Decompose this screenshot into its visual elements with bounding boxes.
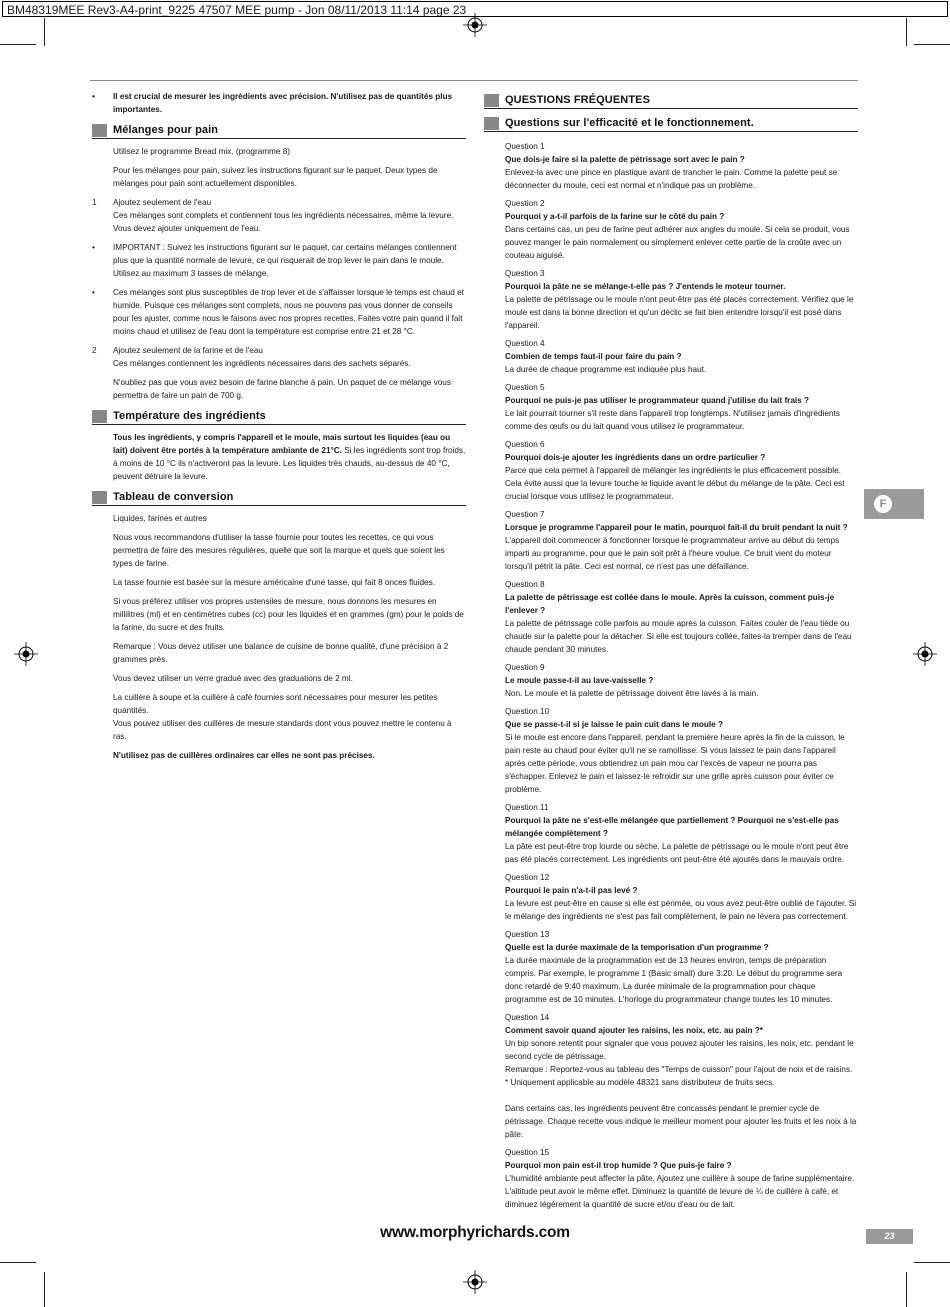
answer-text: La levure est peut-être en cause si elle est périmée, ou vous avez peut-être oublié de l'ajouter. Si le mélange des ingrédients ne s'est pas fait complètement, le pain ne lèvera pas correctement. — [505, 899, 857, 921]
question-text: Pourquoi la pâte ne se mélange-t-elle pas ? J'entends le moteur tourner. — [505, 282, 786, 291]
question-text: Pourquoi ne puis-je pas utiliser le programmateur quand j'utilise du lait frais ? — [505, 396, 810, 405]
question-number: Question 11 — [505, 803, 549, 812]
answer-text: La durée de chaque programme est indiquée plus haut. — [505, 365, 707, 374]
faq-item — [505, 381, 858, 433]
faq-item — [505, 578, 858, 656]
list-marker: 1 — [92, 198, 97, 207]
question-text: Lorsque je programme l'appareil pour le matin, pourquoi fait-il du bruit pendant la nuit ? — [505, 523, 848, 532]
list-item-text: Ces mélanges sont plus susceptibles de trop lever et de s'affaisser lorsque le temps est chaud et humide. Puisque ces mélanges sont complets, nous ne pouvons pas vous donner de conseils pour les ajuster, comme nous le faisons avec nos propres recettes. Faites votre pain quand il fait moins chaud et utilisez de l'eau dont la température est comprise entre 21 et 28 °C. — [113, 288, 464, 336]
heading-square-icon — [484, 117, 499, 130]
answer-text: La pâte est peut-être trop lourde ou sèche. La palette de pétrissage ou le moule n'ont peut être pas été placés correctement. Les ingrédients ont peut-être été ajoutés dans le mauvais ordre. — [505, 842, 849, 864]
question-number: Question 6 — [505, 440, 545, 449]
paragraph: Nous vous recommandons d'utiliser la tasse fournie pour toutes les recettes, ce qui vous permettra de faire des mesures régulières, quelle que soit la marque et quels que soient les types de farine. — [113, 533, 445, 568]
answer-text: Le lait pourrait tourner s'il reste dans l'appareil trop longtemps. N'utilisez jamais d'ingrédients comme des œufs ou du lait quand vous utilisez le programmateur. — [505, 409, 840, 431]
page-number: 23 — [866, 1229, 913, 1244]
heading-square-icon — [484, 94, 499, 107]
list-marker: • — [92, 288, 95, 297]
faq-item — [505, 705, 858, 796]
paragraph: Remarque : Vous devez utiliser une balance de cuisine de bonne qualité, d'une précision à 2 grammes près. — [113, 642, 449, 664]
question-number: Question 5 — [505, 383, 545, 392]
question-number: Question 1 — [505, 142, 545, 151]
heading-square-icon — [92, 124, 107, 137]
question-text: Que dois-je faire si la palette de pétrissage sort avec le pain ? — [505, 155, 745, 164]
paragraph: Vous devez utiliser un verre gradué avec des graduations de 2 ml. — [113, 674, 353, 683]
answer-text: Si le moule est encore dans l'appareil, pendant la première heure après la fin de la cuisson, le pain reste au chaud pour éviter qu'il ne se ramollisse. Si vous laissez le pain dans l'appareil après cette période, vous obtiendrez un pain mou car l'excès de vapeur ne pourra pas s'échapper. Enlevez le pain et laissez-le refroidir sur une grille après cuisson pour éviter ce problème. — [505, 733, 845, 794]
text: Si les ingrédients sont trop froids, à moins de 10 °C ils n'activeront pas la levure. Les liquides très chauds, au-dessus de 40 °C, peuvent détruire la levure. — [113, 446, 466, 481]
answer-text: La palette de pétrissage ou le moule n'ont peut-être pas été placés correctement. Vérifiez que le moule est dans la bonne direction et qu'un déclic se fait bien entendre lorsqu'il est posé dans l'appareil. — [505, 295, 854, 330]
registration-mark-icon — [913, 642, 937, 666]
list-item — [92, 286, 466, 338]
question-number: Question 12 — [505, 873, 550, 882]
question-number: Question 14 — [505, 1013, 550, 1022]
crop-mark — [906, 18, 907, 46]
faq-item — [505, 508, 858, 573]
section-title: Tableau de conversion — [113, 490, 234, 503]
bold-text: Tous les ingrédients, y compris l'appareil et le moule, mais surtout les liquides (eau ou lait) doivent être portés à la température ambiante de 21°C. — [113, 433, 451, 455]
list-item — [92, 241, 466, 280]
crop-mark — [44, 1272, 45, 1307]
faq-item — [505, 197, 858, 262]
registration-mark-icon — [14, 642, 38, 666]
section-title: Température des ingrédients — [113, 409, 266, 422]
paragraph — [113, 431, 466, 483]
question-text: Quelle est la durée maximale de la temporisation d'un programme ? — [505, 943, 769, 952]
answer-text: Dans certains cas, un peu de farine peut adhérer aux angles du moule. Si cela se produit, vous pouvez manger le pain normalement ou simplement enlever cette partie de la croûte avec un couteau aiguisé. — [505, 225, 850, 260]
faq-item — [505, 661, 858, 700]
registration-mark-icon — [463, 1270, 487, 1294]
answer-text: La palette de pétrissage colle parfois au moule après la cuisson. Faites couler de l'eau tiède ou chaude sur la palette pour la détacher. Si elle est toujours collée, faites-la tremper dans de l'eau chaude pendant 30 minutes. — [505, 619, 852, 654]
question-text: Le moule passe-t-il au lave-vaisselle ? — [505, 676, 654, 685]
faq-item — [505, 928, 858, 1006]
answer-text: L'humidité ambiante peut affecter la pâte. Ajoutez une cuillère à soupe de farine supplémentaire. L'altitude peut avoir le même effet. Diminuez la quantité de levure de ¼ de cuillère à café, et diminuez légèrement la quantité de sucre et/ou d'eau ou de lait. — [505, 1174, 855, 1209]
language-letter: F — [874, 495, 892, 513]
question-text: Pourquoi y a-t-il parfois de la farine sur le côté du pain ? — [505, 212, 725, 221]
intro-bullet-text: Il est crucial de mesurer les ingrédients avec précision. N'utilisez pas de quantités plus importantes. — [113, 92, 453, 114]
answer-text: Non. Le moule et la palette de pétrissage doivent être lavés à la main. — [505, 689, 759, 698]
list-item-text: IMPORTANT : Suivez les instructions figurant sur le paquet, car certains mélanges contiennent plus que la quantité normale de levure, ce qui risquerait de trop lever le pain dans le moule. Utilisez au maximum 3 tasses de mélange. — [113, 243, 457, 278]
crop-mark — [914, 1262, 950, 1263]
paragraph: Pour les mélanges pour pain, suivez les instructions figurant sur le paquet. Deux types de mélanges pour pain sont actuellement disponibles. — [113, 166, 438, 188]
question-number: Question 3 — [505, 269, 545, 278]
question-text: Comment savoir quand ajouter les raisins, les noix, etc. au pain ?* — [505, 1026, 763, 1035]
left-column — [92, 90, 466, 768]
question-text: Pourquoi mon pain est-il trop humide ? Que puis-je faire ? — [505, 1161, 732, 1170]
question-text: Combien de temps faut-il pour faire du pain ? — [505, 352, 682, 361]
footer-website: www.morphyrichards.com — [380, 1224, 570, 1241]
question-text: Pourquoi le pain n'a-t-il pas levé ? — [505, 886, 638, 895]
paragraph: Si vous préférez utiliser vos propres ustensiles de mesure, nous donnons les mesures en millilitres (ml) et en centimètres cubes (cc) pour les liquides et en grammes (gm) pour le poids de la farine, du sucre et des fruits. — [113, 597, 464, 632]
paragraph: N'oubliez pas que vous avez besoin de farine blanche à pain. Un paquet de ce mélange vous permettra de faire un pain de 700 g. — [113, 378, 451, 400]
question-number: Question 9 — [505, 663, 545, 672]
question-text: La palette de pétrissage est collée dans le moule. Après la cuisson, comment puis-je l'enlever ? — [505, 593, 835, 615]
section-heading-conversion — [92, 489, 466, 506]
paragraph: La tasse fournie est basée sur la mesure américaine d'une tasse, qui fait 8 onces fluides. — [113, 578, 435, 587]
faq-item — [505, 801, 858, 866]
section-heading-faq — [484, 92, 858, 109]
question-number: Question 7 — [505, 510, 545, 519]
faq-item — [505, 140, 858, 192]
faq-item — [505, 1146, 858, 1211]
registration-mark-icon — [463, 13, 487, 37]
question-number: Question 4 — [505, 339, 545, 348]
section-heading-temperature — [92, 408, 466, 425]
language-tab — [864, 489, 924, 519]
heading-square-icon — [92, 410, 107, 423]
bullet-mark: • — [92, 92, 95, 101]
question-text: Que se passe-t-il si je laisse le pain cuit dans le moule ? — [505, 720, 723, 729]
question-number: Question 15 — [505, 1148, 550, 1157]
right-column — [484, 92, 858, 1216]
paragraph: Utilisez le programme Bread mix. (programme 8) — [113, 147, 290, 156]
question-number: Question 8 — [505, 580, 545, 589]
paragraph: Liquides, farines et autres — [113, 514, 207, 523]
answer-text: Parce que cela permet à l'appareil de mélanger les ingrédients le plus efficacement possible. Cela évite aussi que la levure touche le liquide avant le début du mélange de la pâte. Ceci est crucial lorsque vous utilisez le programmateur. — [505, 466, 845, 501]
faq-item — [505, 871, 858, 923]
faq-item — [505, 438, 858, 503]
section-title: Mélanges pour pain — [113, 123, 219, 136]
intro-bullet — [92, 90, 466, 116]
question-number: Question 2 — [505, 199, 545, 208]
section-title: QUESTIONS FRÉQUENTES — [505, 93, 651, 106]
crop-mark — [0, 44, 36, 45]
section-heading-bread-mix — [92, 122, 466, 139]
list-item — [92, 196, 466, 235]
answer-text: Enlevez-la avec une pince en plastique avant de trancher le pain. Comme la palette peut se déconnecter du moule, ceci est normal et n'indique pas un problème. — [505, 168, 838, 190]
print-slug: BM48319MEE Rev3-A4-print_9225 47507 MEE pump - Jon 08/11/2013 11:14 page 23 — [2, 1, 948, 17]
list-marker: • — [92, 243, 95, 252]
answer-text: La durée maximale de la programmation est de 13 heures environ, temps de préparation compris. Par exemple, le programme 1 (Basic small) dure 3:20. Le début du programme sera donc retardé de 9:40 maximum. La durée minimale de la programmation pour chaque programme est de 10 minutes. L'horloge du programmateur change toutes les 10 minutes. — [505, 956, 843, 1004]
faq-list — [484, 140, 858, 1211]
question-number: Question 13 — [505, 930, 550, 939]
faq-item — [505, 337, 858, 376]
list-item-text: Ajoutez seulement de l'eau Ces mélanges sont complets et contiennent tous les ingrédients nécessaires, même la levure. Vous devez ajouter uniquement de l'eau. — [113, 198, 454, 233]
section-subtitle: Questions sur l'efficacité et le fonctionnement. — [505, 116, 754, 129]
answer-text: L'appareil doit commencer à fonctionner lorsque le programmateur arrive au début du temps imparti au programme, pour que le pain soit prêt à l'heure voulue. Ce bruit vient du moteur lorsqu'il pétrit la pâte. Ceci est normal, ce n'est pas une défaillance. — [505, 536, 840, 571]
top-rule — [90, 80, 858, 81]
faq-item — [505, 1011, 858, 1141]
faq-item — [505, 267, 858, 332]
paragraph-bold: N'utilisez pas de cuillères ordinaires car elles ne sont pas précises. — [113, 751, 375, 760]
crop-mark — [0, 1262, 36, 1263]
list-item — [92, 344, 466, 370]
answer-text: Un bip sonore retentit pour signaler que vous pouvez ajouter les raisins, les noix, etc. pendant le second cycle de pétrissage. Remarque : Reportez-vous au tableau des "Temps de cuisson" pour l'ajout de noix et de raisins. * Uniquement applicable au modèle 48321 sans distributeur de fruits secs. Dans certains cas, les ingrédients peuvent être concassés pendant le premier cycle de pétrissage. Chaque recette vous indique le meilleur moment pour ajouter les fruits et les noix à la pâte. — [505, 1039, 857, 1139]
list-item-text: Ajoutez seulement de la farine et de l'eau Ces mélanges contiennent les ingrédients nécessaires dans des sachets séparés. — [113, 346, 411, 368]
paragraph: La cuillère à soupe et la cuillère à café fournies sont nécessaires pour mesurer les petites quantités. Vous pouvez utiliser des cuillères de mesure standards dont vous pouvez mettre le contenu à ras. — [113, 693, 452, 741]
heading-square-icon — [92, 491, 107, 504]
crop-mark — [906, 1272, 907, 1307]
question-text: Pourquoi la pâte ne s'est-elle mélangée que partiellement ? Pourquoi ne s'est-elle pas mélangée complètement ? — [505, 816, 839, 838]
section-heading-efficiency — [484, 115, 858, 132]
question-text: Pourquoi dois-je ajouter les ingrédients dans un ordre particulier ? — [505, 453, 766, 462]
crop-mark — [44, 18, 45, 46]
list-marker: 2 — [92, 346, 97, 355]
crop-mark — [914, 44, 950, 45]
question-number: Question 10 — [505, 707, 550, 716]
